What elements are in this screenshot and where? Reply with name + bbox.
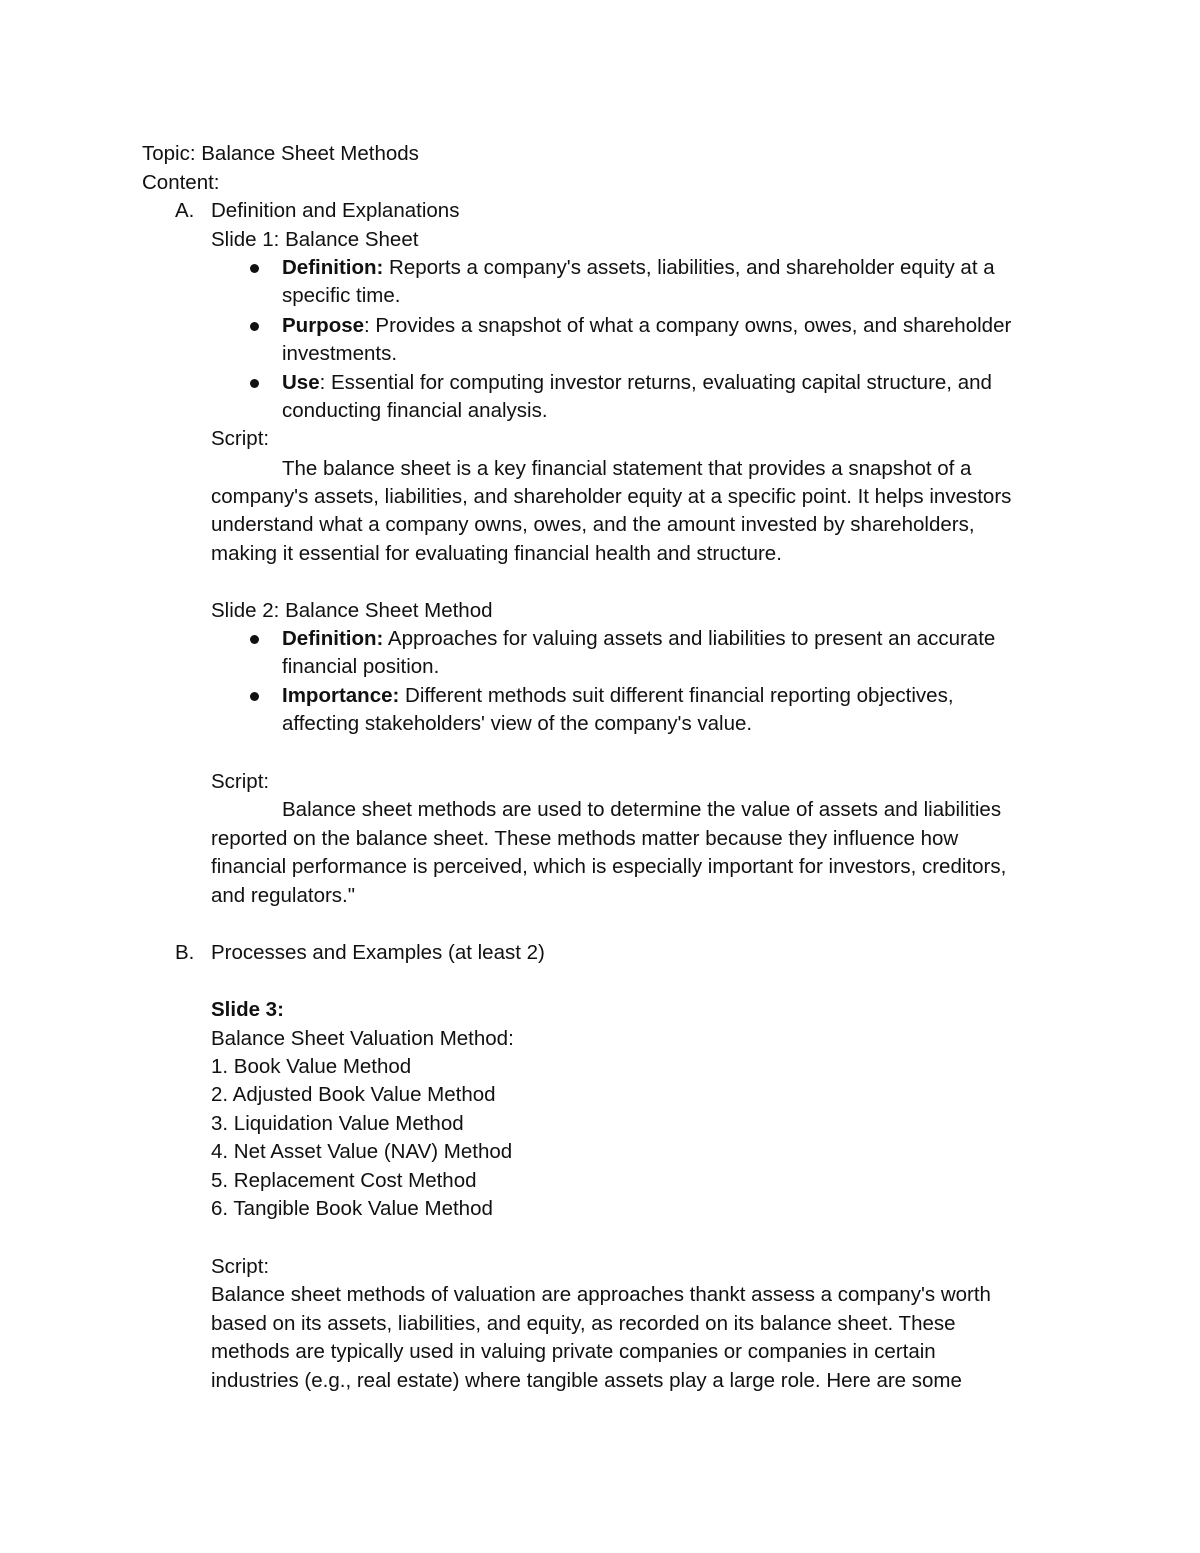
bullet-term: Purpose	[282, 314, 365, 337]
slide1-bullet-definition-cont: specific time.	[282, 284, 401, 307]
slide2-bullet-importance-cont: affecting stakeholders' view of the company's value.	[282, 712, 753, 735]
bullet-dot	[250, 635, 259, 644]
slide3-title: Slide 3:	[211, 998, 284, 1021]
slide3-script-line: industries (e.g., real estate) where tangible assets play a large role. Here are some	[211, 1369, 962, 1392]
slide1-script-line: understand what a company owns, owes, and the amount invested by shareholders,	[211, 513, 975, 536]
slide2-script-line: reported on the balance sheet. These methods matter because they influence how	[211, 827, 959, 850]
slide1-bullet-purpose	[282, 312, 1011, 340]
slide1-bullet-definition	[282, 254, 995, 282]
slide2-script-line: financial performance is perceived, which is especially important for investors, creditors,	[211, 855, 1007, 878]
slide2-title: Slide 2: Balance Sheet Method	[211, 599, 493, 622]
slide3-script-line: Balance sheet methods of valuation are approaches thankt assess a company's worth	[211, 1283, 991, 1306]
bullet-term: Importance:	[282, 684, 400, 707]
slide1-bullet-use	[282, 369, 992, 397]
section-b-marker: B.	[175, 941, 195, 964]
slide2-bullet-importance	[282, 682, 954, 710]
method-item: 3. Liquidation Value Method	[211, 1112, 464, 1135]
slide1-title: Slide 1: Balance Sheet	[211, 228, 419, 251]
bullet-term: Definition:	[282, 627, 384, 650]
slide1-script-line: company's assets, liabilities, and shareholder equity at a specific point. It helps investors	[211, 485, 1012, 508]
section-a-title: Definition and Explanations	[211, 199, 460, 222]
slide2-script-line: Balance sheet methods are used to determine the value of assets and liabilities	[282, 798, 1002, 821]
bullet-dot	[250, 692, 259, 701]
method-item: 6. Tangible Book Value Method	[211, 1197, 493, 1220]
method-item: 1. Book Value Method	[211, 1055, 412, 1078]
bullet-dot	[250, 379, 259, 388]
section-a-marker: A.	[175, 199, 195, 222]
section-b-title: Processes and Examples (at least 2)	[211, 941, 545, 964]
method-item: 2. Adjusted Book Value Method	[211, 1083, 496, 1106]
method-item: 5. Replacement Cost Method	[211, 1169, 477, 1192]
slide1-bullet-use-cont: conducting financial analysis.	[282, 399, 548, 422]
bullet-term: Definition:	[282, 256, 384, 279]
slide1-bullet-purpose-cont: investments.	[282, 342, 398, 365]
bullet-text: : Essential for computing investor returns, evaluating capital structure, and	[319, 371, 992, 394]
slide3-script-line: based on its assets, liabilities, and equity, as recorded on its balance sheet. These	[211, 1312, 956, 1335]
slide1-script-line: The balance sheet is a key financial statement that provides a snapshot of a	[282, 457, 972, 480]
slide2-script-label: Script:	[211, 770, 270, 793]
slide2-bullet-definition-cont: financial position.	[282, 655, 440, 678]
slide1-script-line: making it essential for evaluating financial health and structure.	[211, 542, 782, 565]
bullet-text: : Provides a snapshot of what a company owns, owes, and shareholder	[364, 314, 1012, 337]
slide2-bullet-definition	[282, 625, 995, 653]
topic-line: Topic: Balance Sheet Methods	[142, 142, 419, 165]
bullet-text: Reports a company's assets, liabilities, and shareholder equity at a	[383, 256, 995, 279]
slide1-script-label: Script:	[211, 427, 270, 450]
bullet-dot	[250, 264, 259, 273]
bullet-text: Different methods suit different financial reporting objectives,	[399, 684, 954, 707]
slide2-script-line: and regulators."	[211, 884, 356, 907]
slide3-script-label: Script:	[211, 1255, 270, 1278]
slide3-subtitle: Balance Sheet Valuation Method:	[211, 1027, 514, 1050]
bullet-text: Approaches for valuing assets and liabilities to present an accurate	[383, 627, 996, 650]
content-label: Content:	[142, 171, 220, 194]
slide3-script-line: methods are typically used in valuing private companies or companies in certain	[211, 1340, 936, 1363]
bullet-term: Use	[282, 371, 320, 394]
bullet-dot	[250, 322, 259, 331]
method-item: 4. Net Asset Value (NAV) Method	[211, 1140, 513, 1163]
